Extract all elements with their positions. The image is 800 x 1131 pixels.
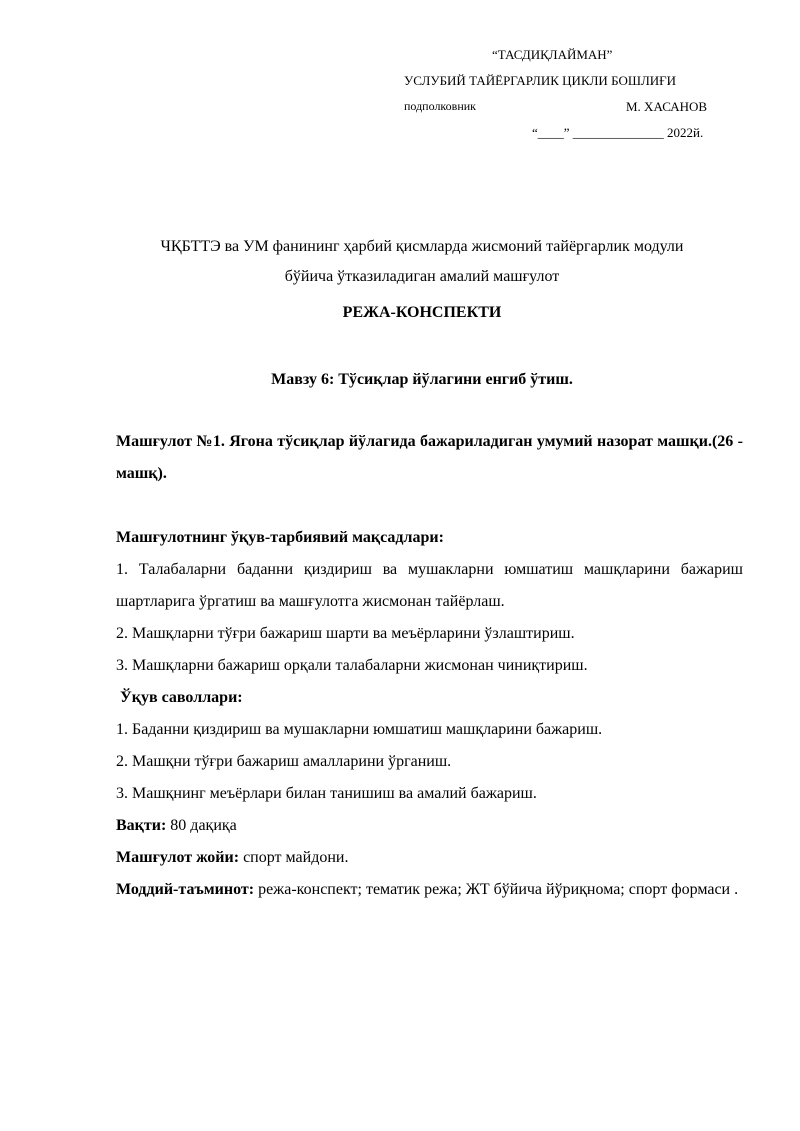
place-label: Машғулот жойи: [116,849,240,866]
goal-item-1: 1. Талабаларни баданни қиздириш ва мушакларни юмшатиш машқларини бажариш шартларига ўргатиш ва машғулотга жисмонан тайёрлаш. [116,561,743,610]
session-title: Машғулот №1. Ягона тўсиқлар йўлагида бажариладиган умумий назорат машқи.(26 - машқ). [116,433,743,482]
approval-block [0,0,800,160]
questions-heading: Ўқув саволлари: [120,689,243,706]
approval-date-line: “____” ______________ 2022й. [532,125,704,140]
time-value: 80 дақиқа [166,817,237,834]
time-row [116,810,743,842]
approval-role: УСЛУБИЙ ТАЙЁРГАРЛИК ЦИКЛИ БОШЛИҒИ [404,73,677,88]
topic-title: Мавзу 6: Тўсиқлар йўлагини енгиб ўтиш. [271,371,573,388]
support-row [116,874,743,906]
support-value: режа-конспект; тематик режа; ЖТ бўйича йўриқнома; спорт формаси . [254,881,739,898]
question-item-3: 3. Машқнинг меъёрлари билан танишиш ва амалий бажариш. [116,785,537,802]
document-subject [100,232,744,292]
question-item-1: 1. Баданни қиздириш ва мушакларни юмшатиш машқларини бажариш. [116,721,603,738]
subject-line-1: ЧҚБТТЭ ва УМ фанининг ҳарбий қисмларда жисмоний тайёргарлик модули [160,238,684,255]
approval-name: М. ХАСАНОВ [626,99,708,114]
time-label: Вақти: [116,817,167,834]
document-type: РЕЖА-КОНСПЕКТИ [342,304,502,321]
spacer [116,490,743,522]
approval-rank: подполковник [404,99,476,113]
approval-title: “ТАСДИҚЛАЙМАН” [492,47,613,62]
goal-item-3: 3. Машқларни бажариш орқали талабаларни жисмонан чиниқтириш. [116,657,588,674]
goals-heading: Машғулотнинг ўқув-тарбиявий мақсадлари: [116,529,444,546]
document-body [116,426,743,906]
support-label: Моддий-таъминот: [116,881,255,898]
place-value: спорт майдони. [239,849,349,866]
place-row [116,842,743,874]
question-item-2: 2. Машқни тўғри бажариш амалларини ўрганиш. [116,753,452,770]
goal-item-2: 2. Машқларни тўғри бажариш шарти ва меъёрларини ўзлаштириш. [116,625,575,642]
subject-line-2: бўйича ўтказиладиган амалий машғулот [284,268,560,285]
